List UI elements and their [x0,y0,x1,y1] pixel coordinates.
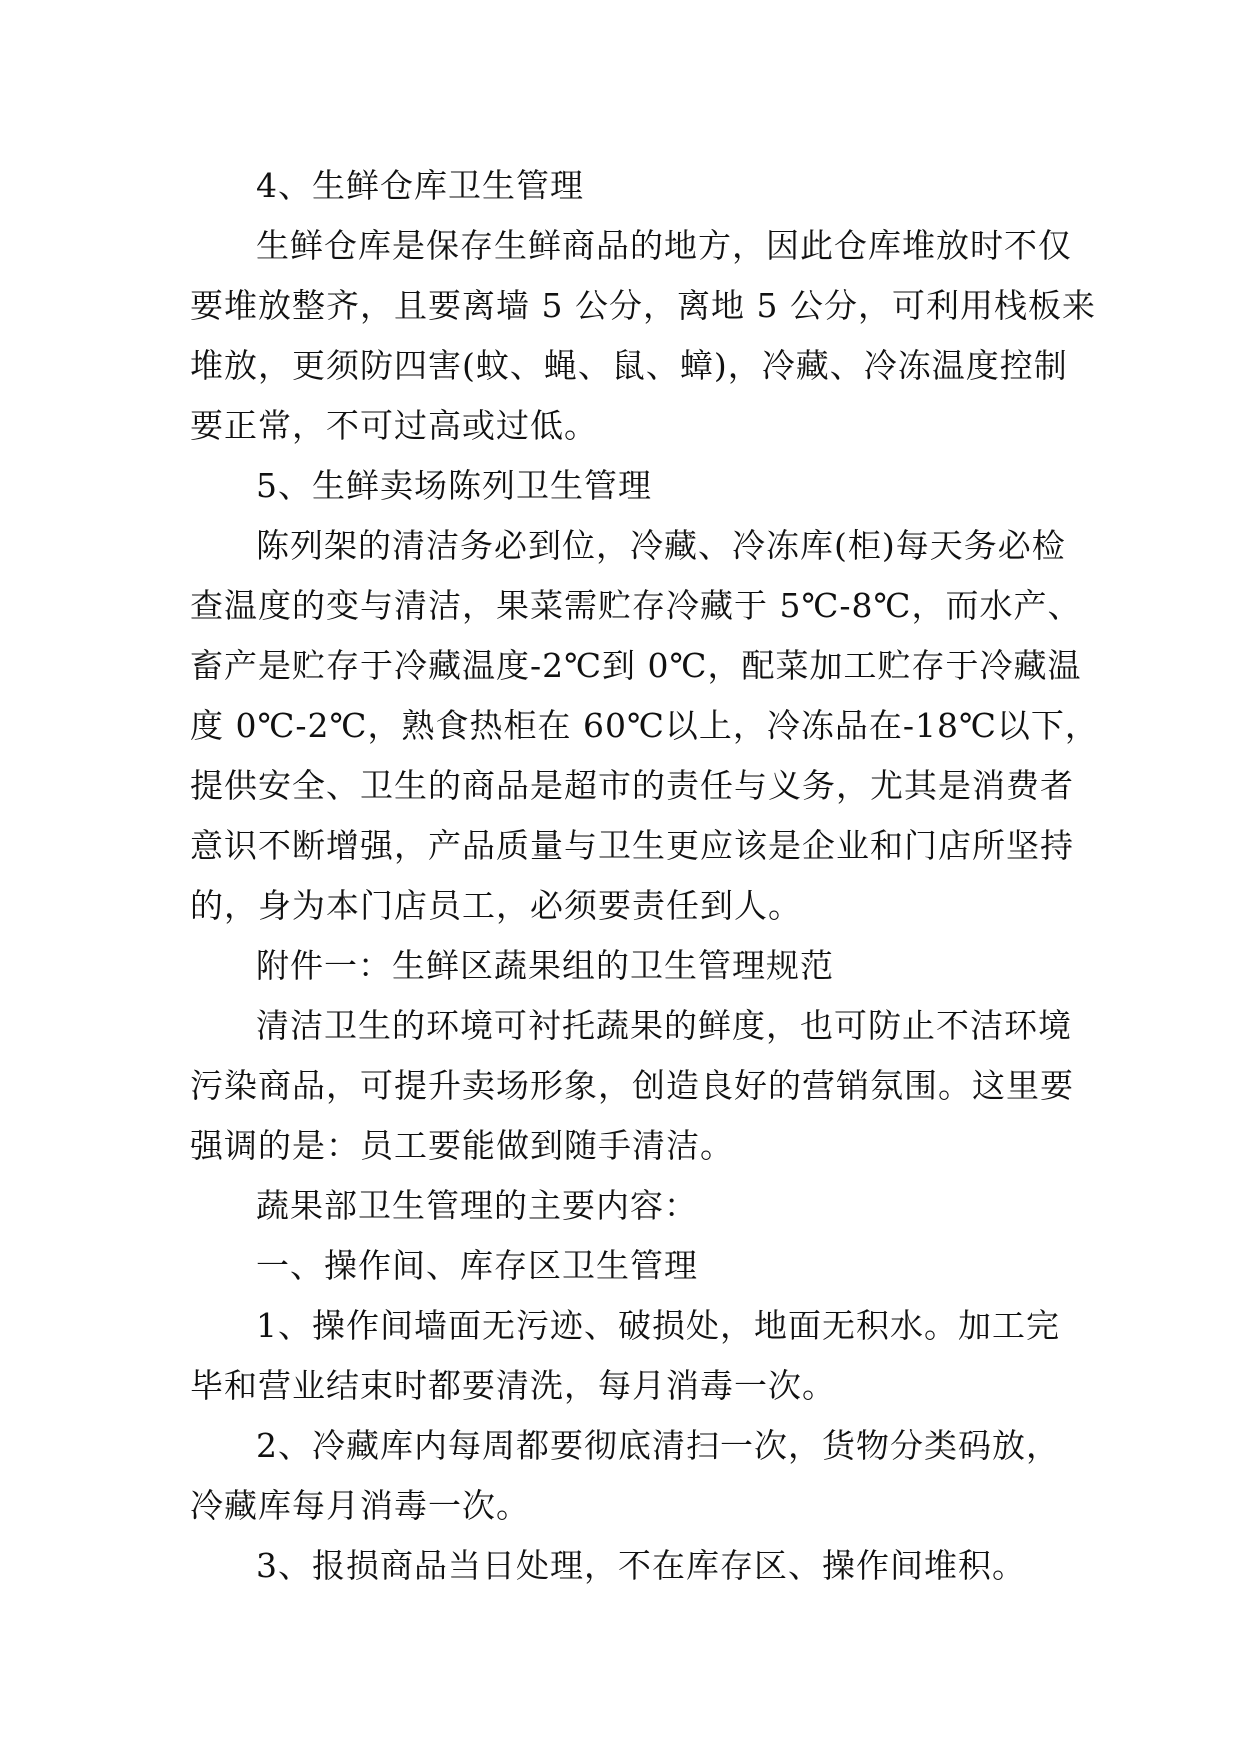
paragraph-line: 堆放，更须防四害(蚊、蝇、鼠、蟑)，冷藏、冷冻温度控制 [190,346,1068,385]
subsection-heading: 蔬果部卫生管理的主要内容： [256,1186,698,1225]
paragraph-line: 陈列架的清洁务必到位，冷藏、冷冻库(柜)每天务必检 [256,526,1066,565]
list-item-line: 3、报损商品当日处理，不在库存区、操作间堆积。 [256,1546,1026,1585]
list-item-line: 1、操作间墙面无污迹、破损处，地面无积水。加工完 [256,1306,1060,1345]
document-body [190,156,1099,1596]
list-item-line: 冷藏库每月消毒一次。 [190,1486,530,1525]
paragraph-line: 查温度的变与清洁，果菜需贮存冷藏于 5℃-8℃，而水产、 [190,586,1082,625]
subsection-heading: 一、操作间、库存区卫生管理 [256,1246,698,1285]
list-item-line: 毕和营业结束时都要清洗，每月消毒一次。 [190,1366,836,1405]
paragraph-line: 度 0℃-2℃，熟食热柜在 60℃以上，冷冻品在-18℃以下， [190,706,1099,745]
paragraph-line: 要堆放整齐，且要离墙 5 公分，离地 5 公分，可利用栈板来 [190,286,1096,325]
paragraph-line: 污染商品，可提升卖场形象，创造良好的营销氛围。这里要 [190,1066,1074,1105]
paragraph-line: 意识不断增强，产品质量与卫生更应该是企业和门店所坚持 [190,826,1074,865]
section-heading-4: 4、生鲜仓库卫生管理 [256,166,584,205]
paragraph-line: 强调的是：员工要能做到随手清洁。 [190,1126,734,1165]
paragraph-line: 要正常，不可过高或过低。 [190,406,598,445]
paragraph-line: 畜产是贮存于冷藏温度-2℃到 0℃，配菜加工贮存于冷藏温 [190,646,1082,685]
section-heading-5: 5、生鲜卖场陈列卫生管理 [256,466,652,505]
paragraph-line: 的，身为本门店员工，必须要责任到人。 [190,886,802,925]
list-item-line: 2、冷藏库内每周都要彻底清扫一次，货物分类码放， [256,1426,1060,1465]
paragraph-line: 清洁卫生的环境可衬托蔬果的鲜度，也可防止不洁环境 [256,1006,1072,1045]
appendix-heading: 附件一：生鲜区蔬果组的卫生管理规范 [256,946,834,985]
paragraph-line: 生鲜仓库是保存生鲜商品的地方，因此仓库堆放时不仅 [256,226,1072,265]
paragraph-line: 提供安全、卫生的商品是超市的责任与义务，尤其是消费者 [190,766,1074,805]
